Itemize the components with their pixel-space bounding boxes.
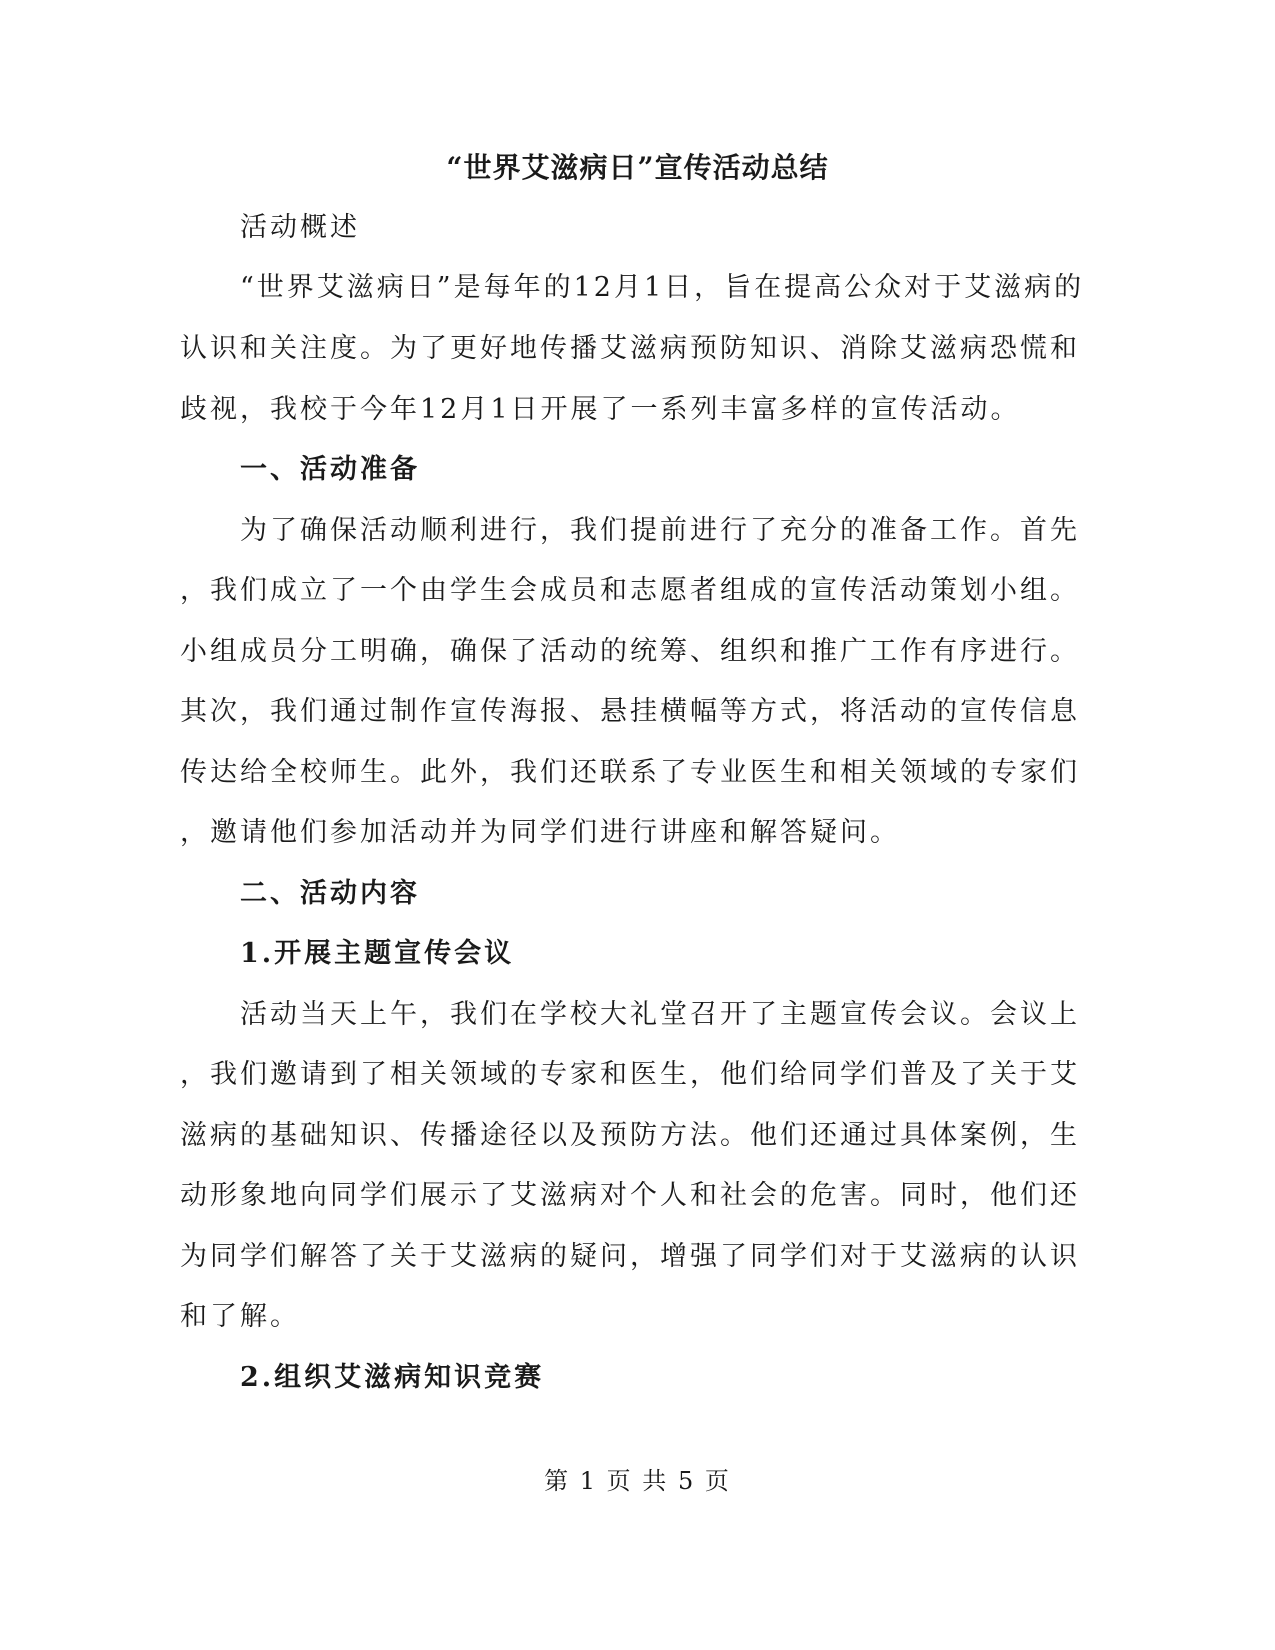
overview-line-2: 认识和关注度。为了更好地传播艾滋病预防知识、消除艾滋病恐慌和 <box>180 333 1080 364</box>
document-title: “世界艾滋病日”宣传活动总结 <box>446 151 829 184</box>
section1-line-1: 为了确保活动顺利进行，我们提前进行了充分的准备工作。首先 <box>240 515 1080 546</box>
section1-line-6: ，邀请他们参加活动并为同学们进行讲座和解答疑问。 <box>180 817 900 848</box>
subsection1-heading: 1.开展主题宣传会议 <box>240 938 515 969</box>
overview-label: 活动概述 <box>240 212 360 243</box>
subsection1-line-5: 为同学们解答了关于艾滋病的疑问，增强了同学们对于艾滋病的认识 <box>180 1241 1080 1272</box>
section1-heading: 一、活动准备 <box>240 454 420 485</box>
page-number-footer: 第 1 页 共 5 页 <box>544 1467 731 1495</box>
section1-line-4: 其次，我们通过制作宣传海报、悬挂横幅等方式，将活动的宣传信息 <box>180 696 1080 727</box>
overview-line-3: 歧视，我校于今年12月1日开展了一系列丰富多样的宣传活动。 <box>180 394 1021 425</box>
subsection1-line-1: 活动当天上午，我们在学校大礼堂召开了主题宣传会议。会议上 <box>240 999 1080 1030</box>
section2-heading: 二、活动内容 <box>240 878 420 909</box>
subsection1-line-2: ，我们邀请到了相关领域的专家和医生，他们给同学们普及了关于艾 <box>180 1059 1080 1090</box>
subsection1-line-3: 滋病的基础知识、传播途径以及预防方法。他们还通过具体案例，生 <box>180 1120 1080 1151</box>
overview-line-1: “世界艾滋病日”是每年的12月1日，旨在提高公众对于艾滋病的 <box>240 272 1085 303</box>
subsection2-heading: 2.组织艾滋病知识竞赛 <box>240 1362 545 1393</box>
subsection1-line-6: 和了解。 <box>180 1301 300 1332</box>
section1-line-2: ，我们成立了一个由学生会成员和志愿者组成的宣传活动策划小组。 <box>180 575 1080 606</box>
section1-line-5: 传达给全校师生。此外，我们还联系了专业医生和相关领域的专家们 <box>180 757 1080 788</box>
subsection1-line-4: 动形象地向同学们展示了艾滋病对个人和社会的危害。同时，他们还 <box>180 1180 1080 1211</box>
section1-line-3: 小组成员分工明确，确保了活动的统筹、组织和推广工作有序进行。 <box>180 636 1080 667</box>
